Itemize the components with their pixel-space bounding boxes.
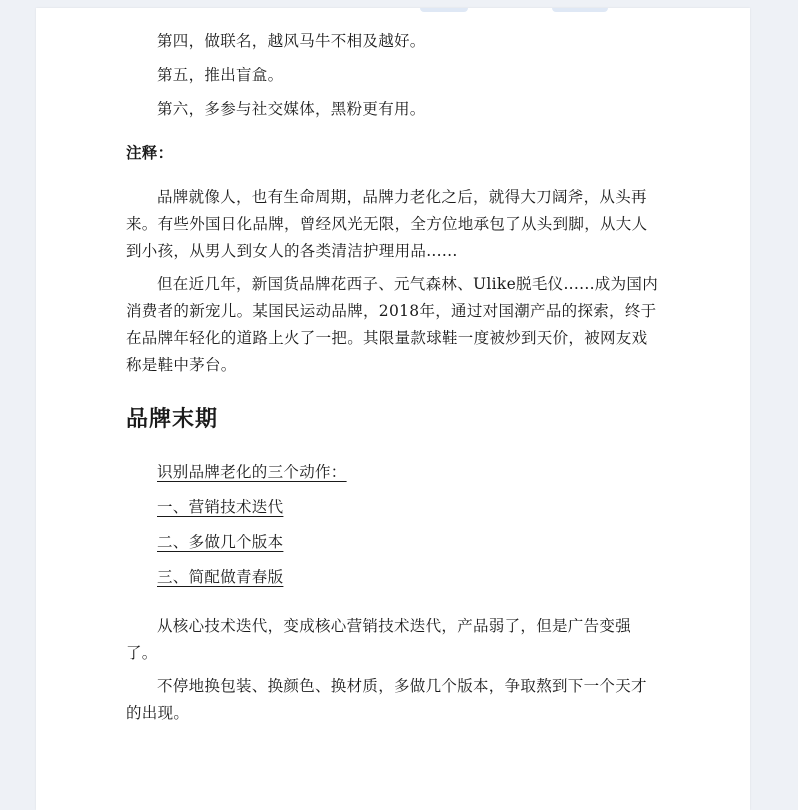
underlined-text: 识别品牌老化的三个动作： [157,463,347,481]
closing-paragraph-2: 不停地换包装、换颜色、换材质，多做几个版本，争取熬到下一个天才的出现。 [126,677,647,722]
underlined-step-3 [126,564,662,591]
top-decoration [420,8,468,12]
document-page [36,8,750,810]
note-paragraph-1: 品牌就像人，也有生命周期，品牌力老化之后，就得大刀阔斧，从头再来。有些外国日化品牌，曾经风光无限，全方位地承包了从头到脚，从大人到小孩，从男人到女人的各类清洁护理用品...... [126,188,648,260]
list-item-4: 第四，做联名，越风马牛不相及越好。 [157,32,426,50]
list-item-5: 第五，推出盲盒。 [157,66,284,84]
note-title: 注释： [126,143,174,162]
closing-paragraph-1: 从核心技术迭代，变成核心营销技术迭代，产品弱了，但是广告变强了。 [126,617,632,662]
note-paragraph-2: 但在近几年，新国货品牌花西子、元气森林、Ulike脱毛仪......成为国内消费者的新宠儿。某国民运动品牌，2018年，通过对国潮产品的探索，终于在品牌年轻化的道路上火了一把。其限量款球鞋一度被炒到天价，被网友戏称是鞋中茅台。 [126,275,659,374]
underlined-text: 三、简配做青春版 [157,568,284,586]
document-body [126,28,662,733]
underlined-step-2 [126,529,662,556]
section-heading: 品牌末期 [126,407,219,432]
underlined-step-1 [126,494,662,521]
underlined-intro [126,459,662,486]
underlined-text: 二、多做几个版本 [157,533,284,551]
spacer [126,599,662,613]
underlined-text: 一、营销技术迭代 [157,498,284,516]
top-decoration [552,8,608,12]
list-item-6: 第六，多参与社交媒体，黑粉更有用。 [157,100,426,118]
